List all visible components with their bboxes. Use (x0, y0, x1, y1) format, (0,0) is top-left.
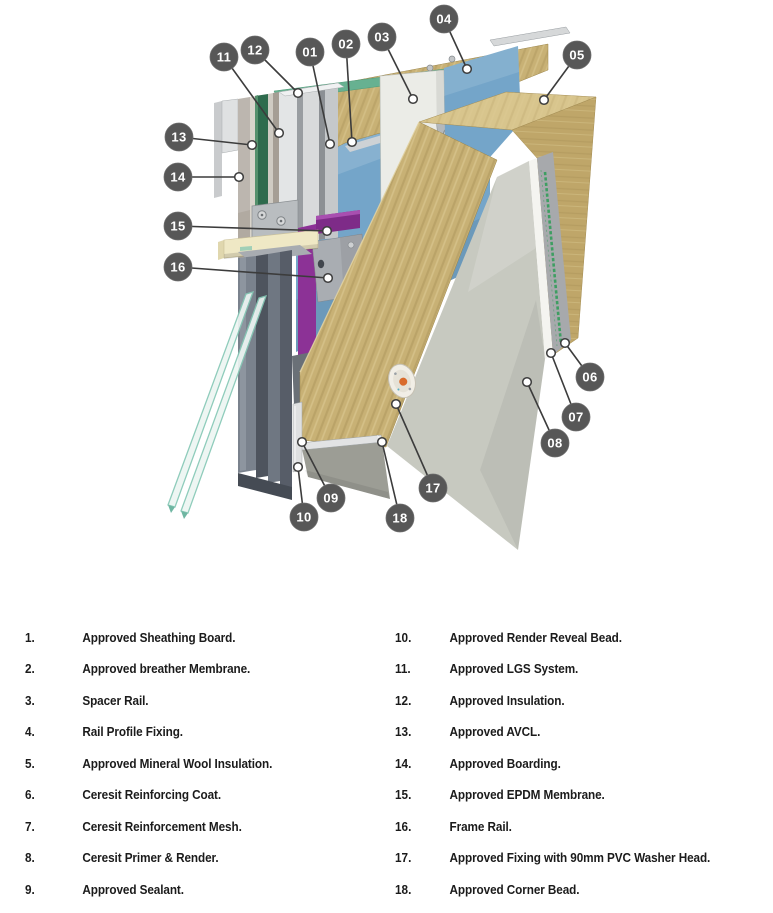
legend-item (395, 685, 743, 717)
callout-label: 01 (302, 44, 318, 60)
callout-label: 08 (547, 435, 563, 451)
callout-label: 03 (374, 29, 390, 45)
callout-label: 07 (568, 409, 584, 425)
legend-number: 2. (25, 662, 35, 677)
legend-item (395, 811, 743, 843)
legend-label: Approved Corner Bead. (449, 882, 580, 897)
legend-label: Approved LGS System. (449, 662, 579, 677)
target-dot (294, 89, 303, 98)
cap-end (218, 240, 224, 260)
legend-item (395, 622, 743, 654)
fixing-screw-icon (427, 65, 433, 71)
edge-angle-face (222, 99, 238, 153)
legend-item (395, 843, 743, 875)
legend-column-left (25, 622, 385, 906)
legend-label: Approved Boarding. (449, 756, 561, 771)
legend-label: Spacer Rail. (82, 693, 149, 708)
target-dot (392, 400, 401, 409)
target-dot (294, 463, 303, 472)
legend-label: Approved Fixing with 90mm PVC Washer Head. (449, 851, 711, 866)
callout-label: 12 (247, 42, 263, 58)
reveal-bead (293, 402, 302, 472)
callout-label: 11 (216, 49, 232, 65)
legend (0, 622, 773, 913)
boarding-highlight (238, 97, 250, 213)
legend-item (25, 843, 363, 875)
legend-label: Approved Insulation. (449, 693, 565, 708)
legend-number: 5. (25, 756, 35, 771)
legend-item (25, 748, 363, 780)
legend-number: 15. (395, 788, 412, 803)
callout-label: 06 (582, 369, 598, 385)
legend-label: Approved Sheathing Board. (82, 630, 236, 645)
legend-label: Approved Sealant. (82, 882, 184, 897)
legend-number: 11. (395, 662, 411, 677)
target-dot (324, 274, 333, 283)
legend-number: 10. (395, 630, 412, 645)
legend-column-right (395, 622, 765, 906)
legend-number: 4. (25, 725, 35, 740)
legend-label: Approved AVCL. (449, 725, 541, 740)
legend-number: 1. (25, 630, 35, 645)
target-dot (378, 438, 387, 447)
legend-label: Rail Profile Fixing. (82, 725, 183, 740)
callout-label: 10 (296, 509, 312, 525)
callout-label: 04 (436, 11, 452, 27)
target-dot (248, 141, 257, 150)
legend-label: Approved Mineral Wool Insulation. (82, 756, 273, 771)
callout-label: 14 (170, 169, 186, 185)
target-dot (547, 349, 556, 358)
plate-hole (318, 260, 324, 268)
legend-number: 9. (25, 882, 35, 897)
legend-number: 17. (395, 851, 412, 866)
legend-label: Approved Render Reveal Bead. (449, 630, 622, 645)
callout-label: 09 (323, 490, 339, 506)
legend-item (395, 780, 743, 812)
legend-number: 6. (25, 788, 35, 803)
legend-item (25, 654, 363, 686)
callout-label: 18 (392, 510, 408, 526)
screw-center (280, 220, 283, 223)
target-dot (409, 95, 418, 104)
callout-label: 13 (171, 129, 187, 145)
target-dot (561, 339, 570, 348)
target-dot (323, 227, 332, 236)
frame-profile-dark (256, 254, 268, 478)
callout (164, 163, 243, 191)
target-dot (298, 438, 307, 447)
legend-number: 16. (395, 819, 412, 834)
plate-screw-icon (348, 242, 354, 248)
legend-item (25, 717, 363, 749)
legend-item (25, 780, 363, 812)
target-dot (275, 129, 284, 138)
callout (241, 36, 302, 97)
legend-number: 7. (25, 819, 35, 834)
legend-number: 12. (395, 693, 412, 708)
target-dot (235, 173, 244, 182)
callout-label: 17 (425, 480, 441, 496)
legend-item (25, 874, 363, 906)
callout-label: 05 (569, 47, 585, 63)
callout-label: 15 (170, 218, 186, 234)
top-rail-angle (490, 27, 570, 46)
target-dot (348, 138, 357, 147)
legend-number: 13. (395, 725, 412, 740)
callout (561, 339, 604, 391)
legend-label: Approved breather Membrane. (82, 662, 251, 677)
legend-number: 8. (25, 851, 35, 866)
legend-item (25, 685, 363, 717)
legend-label: Approved EPDM Membrane. (449, 788, 605, 803)
target-dot (326, 140, 335, 149)
legend-label: Frame Rail. (449, 819, 512, 834)
legend-label: Ceresit Reinforcing Coat. (82, 788, 222, 803)
legend-number: 18. (395, 882, 412, 897)
legend-item (395, 874, 743, 906)
legend-item (25, 811, 363, 843)
fixing-screw-icon (449, 56, 455, 62)
frame-profile (268, 252, 280, 483)
legend-label: Ceresit Reinforcement Mesh. (82, 819, 242, 834)
legend-item (395, 748, 743, 780)
edge-angle-profile (214, 101, 222, 198)
legend-label: Ceresit Primer & Render. (82, 851, 219, 866)
callout-label: 02 (338, 36, 354, 52)
frame-profile-dark (280, 250, 292, 489)
target-dot (540, 96, 549, 105)
screw-center (261, 214, 264, 217)
legend-item (395, 654, 743, 686)
legend-item (25, 622, 363, 654)
legend-number: 3. (25, 693, 35, 708)
legend-item (395, 717, 743, 749)
callout-label: 16 (170, 259, 186, 275)
target-dot (523, 378, 532, 387)
legend-number: 14. (395, 756, 412, 771)
target-dot (463, 65, 472, 74)
